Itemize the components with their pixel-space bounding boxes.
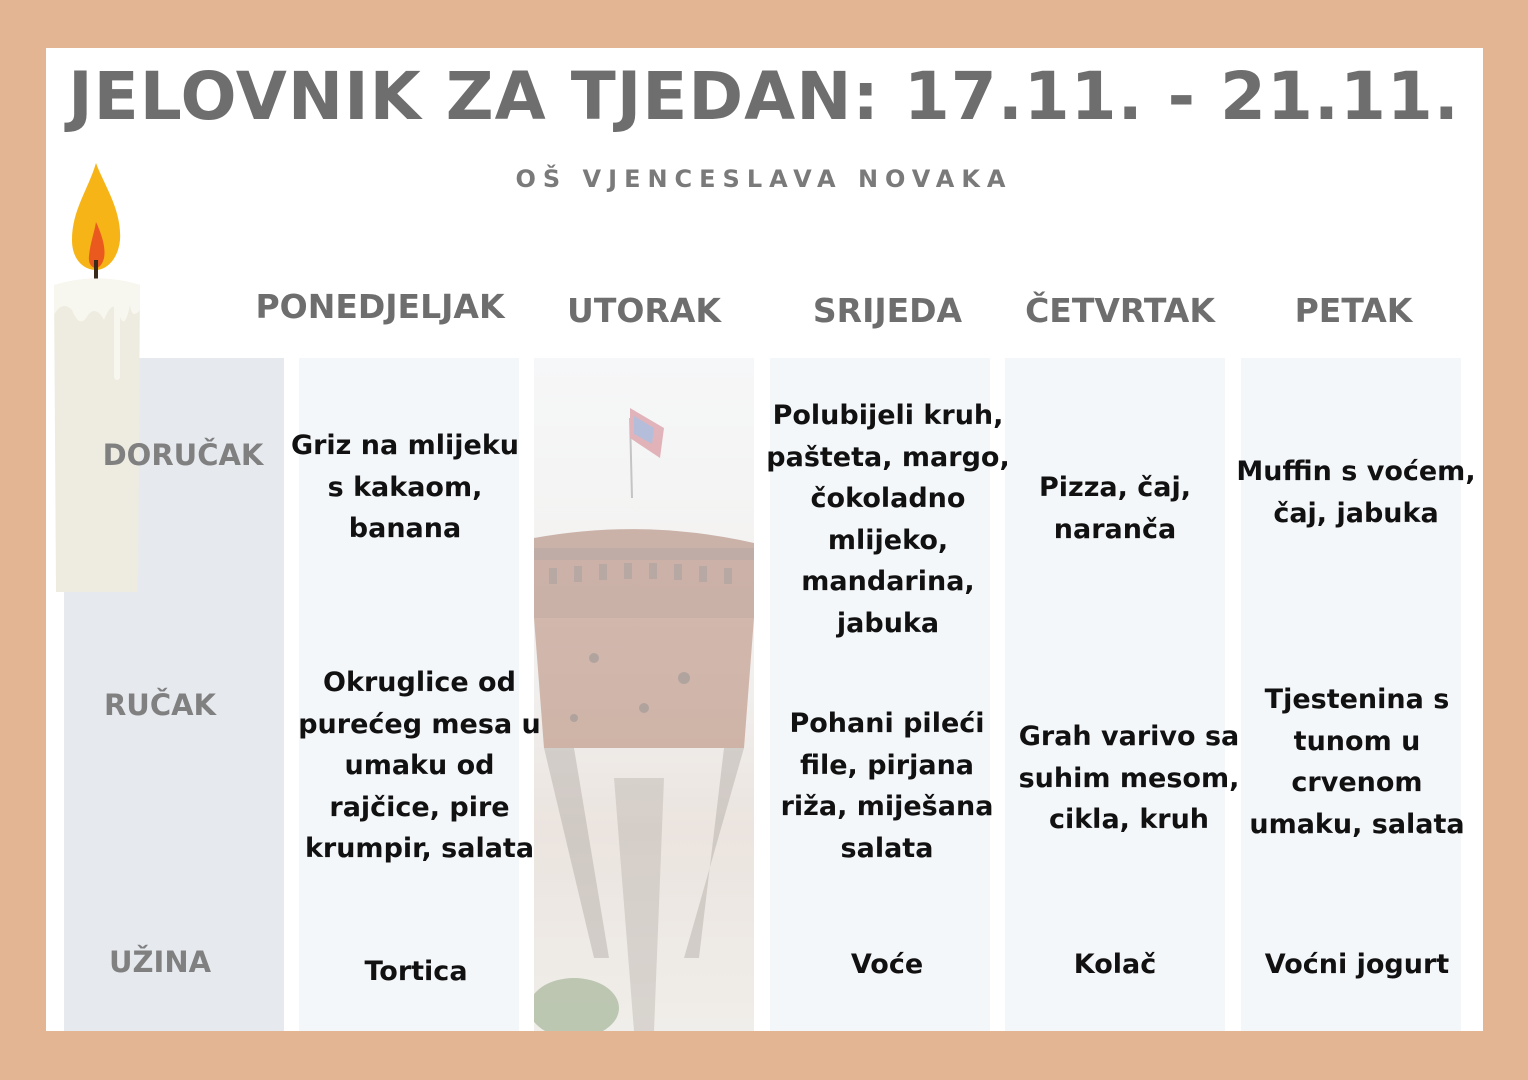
page-title: JELOVNIK ZA TJEDAN: 17.11. - 21.11. xyxy=(68,58,1460,135)
day-header-ponedjeljak: PONEDJELJAK xyxy=(255,287,505,326)
menu-cell-ponedjeljak-rucak: Okruglice od purećeg mesa u umaku od rajčice, pire krumpir, salata xyxy=(298,667,541,864)
day-header-srijeda: SRIJEDA xyxy=(812,291,963,330)
menu-cell-ponedjeljak-dorucak: Griz na mlijeku s kakaom, banana xyxy=(290,430,520,544)
column-utorak xyxy=(534,358,754,1031)
menu-cell-petak-rucak: Tjestenina s tunom u crvenom umaku, salata xyxy=(1249,684,1465,840)
menu-cell-srijeda-rucak: Pohani pileći file, pirjana riža, miješana salata xyxy=(780,708,994,864)
meal-label-uzina: UŽINA xyxy=(108,945,212,979)
menu-cell-cetvrtak-uzina: Kolač xyxy=(1073,949,1157,980)
menu-cell-srijeda-dorucak: Polubijeli kruh, pašteta, margo, čokoladno mlijeko, mandarina, jabuka xyxy=(766,400,1010,639)
day-header-cetvrtak: ČETVRTAK xyxy=(1025,291,1215,330)
menu-cell-petak-dorucak: Muffin s voćem, čaj, jabuka xyxy=(1236,456,1476,529)
meal-label-rucak: RUČAK xyxy=(103,688,217,722)
menu-cell-srijeda-uzina: Voće xyxy=(850,949,924,980)
menu-cell-ponedjeljak-uzina: Tortica xyxy=(364,956,468,987)
menu-cell-cetvrtak-dorucak: Pizza, čaj, naranča xyxy=(1038,472,1192,545)
menu-cell-petak-uzina: Voćni jogurt xyxy=(1264,949,1450,980)
water-tower-image xyxy=(534,358,754,1031)
school-name: OŠ VJENCESLAVA NOVAKA xyxy=(515,165,1013,193)
menu-cell-cetvrtak-rucak: Grah varivo sa suhim mesom, cikla, kruh xyxy=(1018,721,1240,835)
day-header-petak: PETAK xyxy=(1294,291,1413,330)
candle-icon xyxy=(52,160,142,595)
column-cetvrtak xyxy=(1005,358,1225,1031)
day-header-utorak: UTORAK xyxy=(567,291,721,330)
meal-label-dorucak: DORUČAK xyxy=(102,438,264,472)
